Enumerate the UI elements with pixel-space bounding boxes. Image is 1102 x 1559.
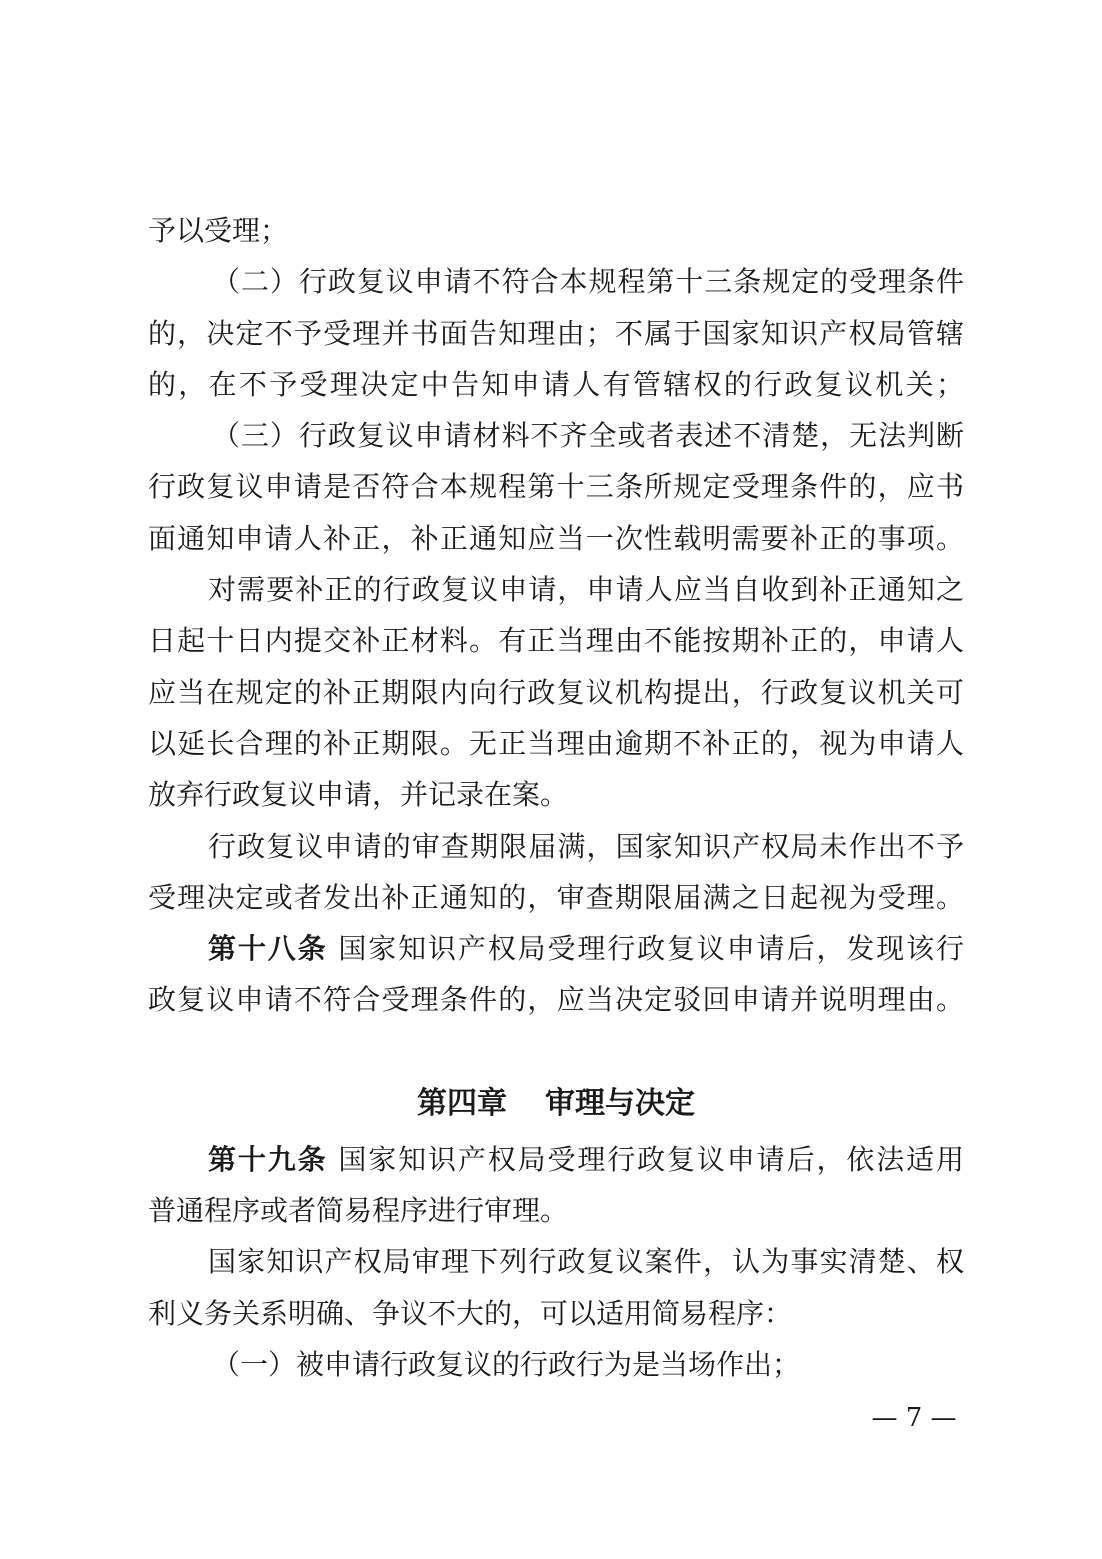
article-line [148,923,964,974]
page-number: — 7 — [871,1403,957,1433]
article-text: 国家知识产权局受理行政复议申请后，依法适用 [338,1142,964,1176]
text-line: 利义务关系明确、争议不大的，可以适用简易程序： [148,1296,793,1330]
article-line [148,1134,964,1185]
document-page [148,205,964,1390]
text-line: 普通程序或者简易程序进行审理。 [148,1194,569,1228]
text-line: 以延长合理的补正期限。无正当理由逾期不补正的，视为申请人 [148,726,964,760]
article-heading: 第十九条 [208,1142,328,1176]
text-line: 的，在不予受理决定中告知申请人有管辖权的行政复议机关； [148,367,964,401]
text-line: （二）行政复议申请不符合本规程第十三条规定的受理条件 [212,265,964,299]
chapter-heading [148,1074,964,1134]
text-line: 行政复议申请的审查期限届满，国家知识产权局未作出不予 [208,829,964,863]
text-line: 受理决定或者发出补正通知的，审查期限届满之日起视为受理。 [148,880,964,914]
text-line: 行政复议申请是否符合本规程第十三条所规定受理条件的，应书 [148,470,964,504]
chapter-title: 审理与决定 [545,1085,695,1121]
article-heading: 第十八条 [208,932,328,966]
text-line: 国家知识产权局审理下列行政复议案件，认为事实清楚、权 [208,1245,964,1279]
text-line: 面通知申请人补正，补正通知应当一次性载明需要补正的事项。 [148,521,964,555]
chapter-number: 第四章 [417,1085,507,1121]
text-line: （一）被申请行政复议的行政行为是当场作出； [212,1347,801,1381]
text-line: 的，决定不予受理并书面告知理由；不属于国家知识产权局管辖 [148,316,964,350]
text-line: 应当在规定的补正期限内向行政复议机构提出，行政复议机关可 [148,675,964,709]
text-line: 政复议申请不符合受理条件的，应当决定驳回申请并说明理由。 [148,983,964,1017]
text-line: 对需要补正的行政复议申请，申请人应当自收到补正通知之 [208,573,964,607]
text-line: 放弃行政复议申请，并记录在案。 [148,778,569,812]
text-line: 日起十日内提交补正材料。有正当理由不能按期补正的，申请人 [148,624,964,658]
text-line: （三）行政复议申请材料不齐全或者表述不清楚，无法判断 [212,419,964,453]
article-text: 国家知识产权局受理行政复议申请后，发现该行 [338,932,964,966]
text-line: 予以受理； [148,214,289,247]
